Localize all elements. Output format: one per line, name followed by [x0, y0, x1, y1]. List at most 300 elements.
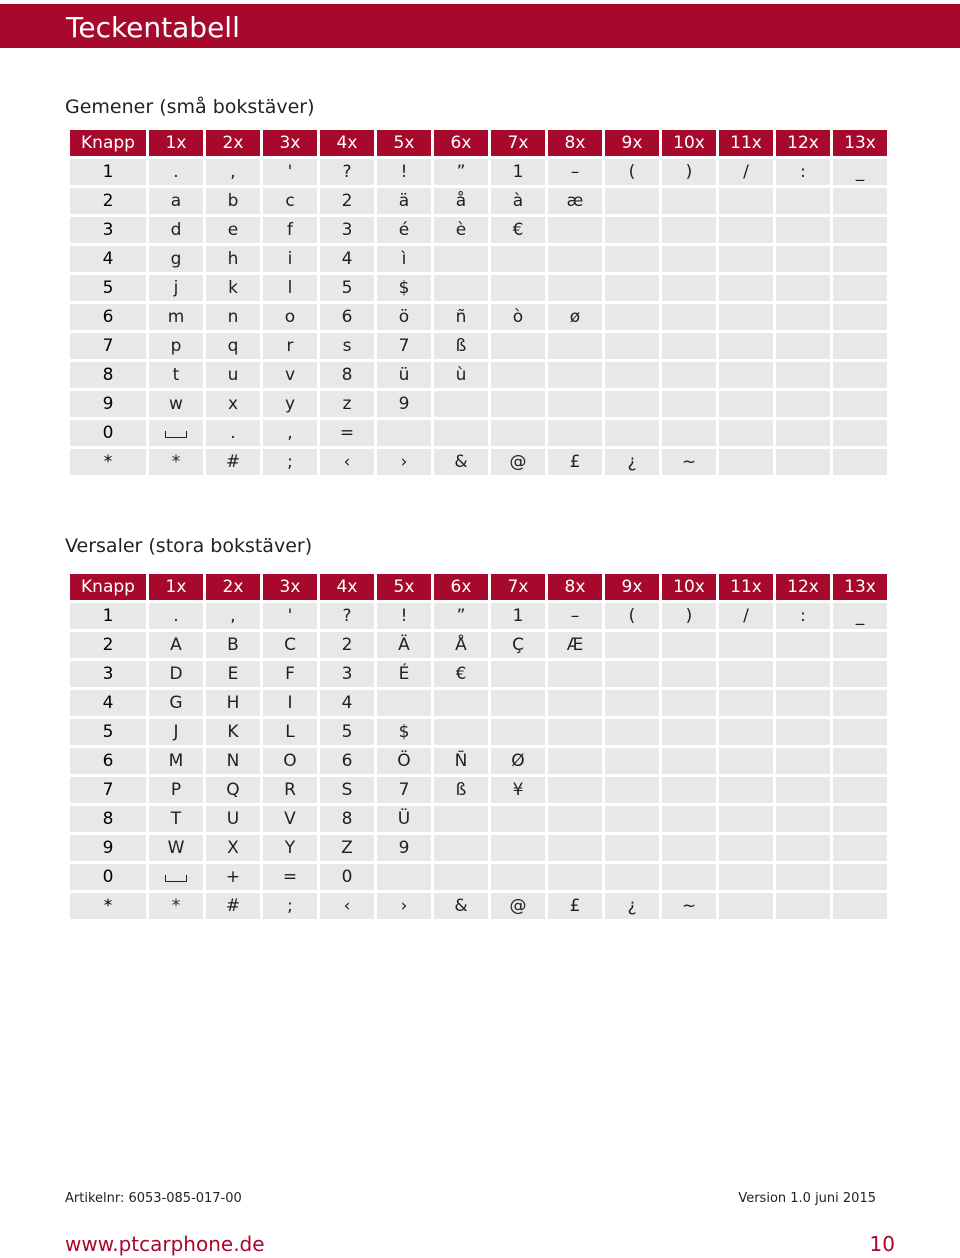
char-cell: [719, 275, 773, 301]
char-cell: [662, 661, 716, 687]
char-cell: h: [206, 246, 260, 272]
char-cell: [491, 719, 545, 745]
char-cell: ¿: [605, 893, 659, 919]
table-row: [70, 159, 887, 185]
char-cell: [719, 806, 773, 832]
header-cell-5x: 5x: [377, 130, 431, 156]
table-row: [70, 391, 887, 417]
char-cell: [776, 333, 830, 359]
char-cell: [662, 864, 716, 890]
char-cell: [377, 690, 431, 716]
char-cell: [548, 719, 602, 745]
char-cell: H: [206, 690, 260, 716]
char-cell: [605, 864, 659, 890]
char-cell: S: [320, 777, 374, 803]
char-cell: ›: [377, 449, 431, 475]
char-cell: [491, 362, 545, 388]
char-cell: [662, 806, 716, 832]
char-cell: [548, 806, 602, 832]
char-cell: 6: [320, 304, 374, 330]
char-cell: [605, 806, 659, 832]
char-cell: [605, 690, 659, 716]
header-cell-12x: 12x: [776, 574, 830, 600]
char-cell: ): [662, 159, 716, 185]
char-cell: ß: [434, 777, 488, 803]
char-cell: [776, 420, 830, 446]
char-cell: [662, 217, 716, 243]
char-cell: ì: [377, 246, 431, 272]
char-cell: [491, 391, 545, 417]
table-row: [70, 449, 887, 475]
char-cell: =: [320, 420, 374, 446]
key-cell: 1: [70, 603, 146, 629]
char-cell: G: [149, 690, 203, 716]
char-cell: [662, 246, 716, 272]
char-cell: 2: [320, 632, 374, 658]
char-cell: ”: [434, 159, 488, 185]
char-cell: 9: [377, 391, 431, 417]
char-cell: [491, 333, 545, 359]
char-cell: P: [149, 777, 203, 803]
key-cell: 1: [70, 159, 146, 185]
char-cell: 1: [491, 603, 545, 629]
lowercase-table: [67, 127, 890, 478]
char-cell: $: [377, 719, 431, 745]
header-cell-7x: 7x: [491, 574, 545, 600]
char-cell: Ø: [491, 748, 545, 774]
char-cell: 4: [320, 690, 374, 716]
char-cell: *: [149, 893, 203, 919]
table-row: [70, 632, 887, 658]
char-cell: O: [263, 748, 317, 774]
lowercase-section-title: Gemener (små bokstäver): [65, 96, 315, 118]
char-cell: [548, 391, 602, 417]
char-cell: [548, 690, 602, 716]
char-cell: [662, 420, 716, 446]
char-cell: [776, 304, 830, 330]
table-header-row: [70, 574, 887, 600]
char-cell: j: [149, 275, 203, 301]
char-cell: [833, 304, 887, 330]
char-cell: Æ: [548, 632, 602, 658]
char-cell: é: [377, 217, 431, 243]
table-row: [70, 719, 887, 745]
char-cell: _: [833, 603, 887, 629]
char-cell: [605, 246, 659, 272]
char-cell: 7: [377, 777, 431, 803]
char-cell: [548, 217, 602, 243]
char-cell: r: [263, 333, 317, 359]
char-cell: @: [491, 893, 545, 919]
header-cell-6x: 6x: [434, 574, 488, 600]
char-cell: –: [548, 159, 602, 185]
char-cell: [662, 632, 716, 658]
char-cell: ¿: [605, 449, 659, 475]
key-cell: *: [70, 449, 146, 475]
char-cell: [833, 864, 887, 890]
header-cell-8x: 8x: [548, 130, 602, 156]
char-cell: [776, 864, 830, 890]
char-cell: [662, 333, 716, 359]
table-row: [70, 420, 887, 446]
char-cell: .: [149, 603, 203, 629]
char-cell: £: [548, 449, 602, 475]
char-cell: [719, 420, 773, 446]
website-link[interactable]: www.ptcarphone.de: [65, 1232, 265, 1256]
header-cell-11x: 11x: [719, 574, 773, 600]
char-cell: [434, 420, 488, 446]
table-row: [70, 362, 887, 388]
char-cell: [434, 690, 488, 716]
char-cell: J: [149, 719, 203, 745]
char-cell: [605, 777, 659, 803]
char-cell: x: [206, 391, 260, 417]
char-cell: [719, 893, 773, 919]
char-cell: [491, 806, 545, 832]
char-cell: a: [149, 188, 203, 214]
table-row: [70, 690, 887, 716]
char-cell: [491, 246, 545, 272]
char-cell: [776, 632, 830, 658]
char-cell: ?: [320, 159, 374, 185]
table-row: [70, 806, 887, 832]
header-cell-9x: 9x: [605, 130, 659, 156]
key-cell: 6: [70, 748, 146, 774]
char-cell: :: [776, 603, 830, 629]
char-cell: #: [206, 449, 260, 475]
char-cell: d: [149, 217, 203, 243]
key-cell: 5: [70, 275, 146, 301]
char-cell: q: [206, 333, 260, 359]
char-cell: [377, 420, 431, 446]
key-cell: 5: [70, 719, 146, 745]
uppercase-table: [67, 571, 890, 922]
char-cell: [605, 188, 659, 214]
char-cell: ß: [434, 333, 488, 359]
header-bar: [0, 4, 960, 48]
char-cell: 9: [377, 835, 431, 861]
char-cell: [833, 420, 887, 446]
char-cell: [491, 661, 545, 687]
char-cell: !: [377, 159, 431, 185]
char-cell: b: [206, 188, 260, 214]
char-cell: [605, 362, 659, 388]
char-cell: n: [206, 304, 260, 330]
char-cell: ,: [206, 159, 260, 185]
char-cell: [434, 719, 488, 745]
table-row: [70, 835, 887, 861]
header-cell-6x: 6x: [434, 130, 488, 156]
key-cell: 3: [70, 661, 146, 687]
char-cell: [491, 864, 545, 890]
char-cell: L: [263, 719, 317, 745]
char-cell: Ü: [377, 806, 431, 832]
char-cell: [719, 217, 773, 243]
char-cell: [548, 777, 602, 803]
char-cell: [149, 864, 203, 890]
char-cell: [434, 391, 488, 417]
char-cell: [548, 246, 602, 272]
char-cell: Y: [263, 835, 317, 861]
char-cell: [776, 362, 830, 388]
char-cell: ñ: [434, 304, 488, 330]
char-cell: [833, 333, 887, 359]
header-cell-5x: 5x: [377, 574, 431, 600]
header-cell-2x: 2x: [206, 130, 260, 156]
char-cell: V: [263, 806, 317, 832]
char-cell: B: [206, 632, 260, 658]
char-cell: [719, 362, 773, 388]
char-cell: [605, 217, 659, 243]
page-title: Teckentabell: [66, 11, 240, 44]
char-cell: p: [149, 333, 203, 359]
char-cell: :: [776, 159, 830, 185]
char-cell: [662, 188, 716, 214]
char-cell: A: [149, 632, 203, 658]
char-cell: [605, 835, 659, 861]
char-cell: [605, 420, 659, 446]
char-cell: [719, 632, 773, 658]
char-cell: É: [377, 661, 431, 687]
header-cell-1x: 1x: [149, 130, 203, 156]
char-cell: [434, 835, 488, 861]
char-cell: ;: [263, 449, 317, 475]
char-cell: *: [149, 449, 203, 475]
char-cell: æ: [548, 188, 602, 214]
char-cell: [662, 777, 716, 803]
char-cell: 2: [320, 188, 374, 214]
key-cell: 8: [70, 362, 146, 388]
char-cell: [719, 864, 773, 890]
char-cell: [605, 719, 659, 745]
char-cell: 5: [320, 719, 374, 745]
key-cell: 9: [70, 835, 146, 861]
header-cell-4x: 4x: [320, 574, 374, 600]
char-cell: [548, 275, 602, 301]
header-cell-11x: 11x: [719, 130, 773, 156]
char-cell: [833, 777, 887, 803]
header-cell-8x: 8x: [548, 574, 602, 600]
char-cell: [833, 719, 887, 745]
char-cell: ,: [263, 420, 317, 446]
char-cell: &: [434, 893, 488, 919]
char-cell: X: [206, 835, 260, 861]
char-cell: f: [263, 217, 317, 243]
table-row: [70, 864, 887, 890]
char-cell: y: [263, 391, 317, 417]
table-row: [70, 333, 887, 359]
char-cell: [662, 690, 716, 716]
char-cell: E: [206, 661, 260, 687]
char-cell: [776, 275, 830, 301]
key-cell: *: [70, 893, 146, 919]
char-cell: 8: [320, 806, 374, 832]
char-cell: [605, 748, 659, 774]
char-cell: [548, 748, 602, 774]
char-cell: [833, 362, 887, 388]
char-cell: C: [263, 632, 317, 658]
space-icon: [165, 431, 187, 438]
char-cell: [833, 835, 887, 861]
char-cell: £: [548, 893, 602, 919]
char-cell: 5: [320, 275, 374, 301]
table-row: [70, 777, 887, 803]
char-cell: Å: [434, 632, 488, 658]
char-cell: [719, 391, 773, 417]
char-cell: [548, 333, 602, 359]
char-cell: [719, 719, 773, 745]
char-cell: 6: [320, 748, 374, 774]
char-cell: [662, 719, 716, 745]
char-cell: [605, 632, 659, 658]
char-cell: [548, 362, 602, 388]
char-cell: [776, 449, 830, 475]
char-cell: [833, 690, 887, 716]
char-cell: ;: [263, 893, 317, 919]
char-cell: 7: [377, 333, 431, 359]
key-cell: 8: [70, 806, 146, 832]
char-cell: ~: [662, 893, 716, 919]
char-cell: [776, 661, 830, 687]
char-cell: à: [491, 188, 545, 214]
char-cell: [491, 420, 545, 446]
char-cell: ,: [206, 603, 260, 629]
char-cell: [434, 275, 488, 301]
char-cell: U: [206, 806, 260, 832]
char-cell: [662, 391, 716, 417]
char-cell: ': [263, 603, 317, 629]
article-number: Artikelnr: 6053-085-017-00: [65, 1191, 242, 1206]
char-cell: Q: [206, 777, 260, 803]
char-cell: Z: [320, 835, 374, 861]
char-cell: v: [263, 362, 317, 388]
char-cell: ›: [377, 893, 431, 919]
table-header-row: [70, 130, 887, 156]
header-cell-7x: 7x: [491, 130, 545, 156]
char-cell: [719, 661, 773, 687]
char-cell: [662, 275, 716, 301]
char-cell: Ö: [377, 748, 431, 774]
char-cell: _: [833, 159, 887, 185]
char-cell: 0: [320, 864, 374, 890]
header-cell-10x: 10x: [662, 130, 716, 156]
char-cell: [605, 391, 659, 417]
char-cell: [833, 893, 887, 919]
table-row: [70, 188, 887, 214]
char-cell: €: [491, 217, 545, 243]
key-cell: 4: [70, 246, 146, 272]
char-cell: m: [149, 304, 203, 330]
char-cell: [719, 835, 773, 861]
char-cell: (: [605, 603, 659, 629]
char-cell: [833, 391, 887, 417]
char-cell: 3: [320, 661, 374, 687]
char-cell: s: [320, 333, 374, 359]
char-cell: [833, 748, 887, 774]
char-cell: [662, 748, 716, 774]
char-cell: [434, 806, 488, 832]
header-cell-13x: 13x: [833, 574, 887, 600]
char-cell: è: [434, 217, 488, 243]
char-cell: [776, 391, 830, 417]
header-cell-1x: 1x: [149, 574, 203, 600]
char-cell: o: [263, 304, 317, 330]
table-row: [70, 748, 887, 774]
char-cell: [719, 304, 773, 330]
char-cell: [833, 661, 887, 687]
char-cell: D: [149, 661, 203, 687]
key-cell: 7: [70, 777, 146, 803]
char-cell: [719, 449, 773, 475]
space-icon: [165, 875, 187, 882]
char-cell: [662, 362, 716, 388]
char-cell: l: [263, 275, 317, 301]
char-cell: [833, 275, 887, 301]
char-cell: [434, 246, 488, 272]
char-cell: [833, 449, 887, 475]
char-cell: [776, 835, 830, 861]
char-cell: .: [206, 420, 260, 446]
char-cell: =: [263, 864, 317, 890]
table-row: [70, 304, 887, 330]
char-cell: c: [263, 188, 317, 214]
char-cell: [491, 835, 545, 861]
header-cell-13x: 13x: [833, 130, 887, 156]
char-cell: @: [491, 449, 545, 475]
char-cell: €: [434, 661, 488, 687]
char-cell: ù: [434, 362, 488, 388]
header-cell-12x: 12x: [776, 130, 830, 156]
char-cell: [434, 864, 488, 890]
char-cell: [776, 893, 830, 919]
key-cell: 2: [70, 188, 146, 214]
header-cell-3x: 3x: [263, 574, 317, 600]
char-cell: I: [263, 690, 317, 716]
char-cell: 1: [491, 159, 545, 185]
char-cell: Ä: [377, 632, 431, 658]
char-cell: +: [206, 864, 260, 890]
header-cell-3x: 3x: [263, 130, 317, 156]
char-cell: Ñ: [434, 748, 488, 774]
key-cell: 0: [70, 420, 146, 446]
char-cell: ü: [377, 362, 431, 388]
header-cell-9x: 9x: [605, 574, 659, 600]
header-cell-4x: 4x: [320, 130, 374, 156]
char-cell: [605, 275, 659, 301]
table-row: [70, 661, 887, 687]
char-cell: [833, 806, 887, 832]
char-cell: &: [434, 449, 488, 475]
char-cell: K: [206, 719, 260, 745]
char-cell: [377, 864, 431, 890]
char-cell: ò: [491, 304, 545, 330]
char-cell: ö: [377, 304, 431, 330]
char-cell: [149, 420, 203, 446]
char-cell: /: [719, 159, 773, 185]
key-cell: 2: [70, 632, 146, 658]
char-cell: [776, 217, 830, 243]
table-row: [70, 603, 887, 629]
char-cell: [719, 777, 773, 803]
char-cell: e: [206, 217, 260, 243]
char-cell: ): [662, 603, 716, 629]
char-cell: #: [206, 893, 260, 919]
char-cell: [833, 217, 887, 243]
char-cell: u: [206, 362, 260, 388]
char-cell: [491, 690, 545, 716]
key-cell: 7: [70, 333, 146, 359]
char-cell: [548, 420, 602, 446]
